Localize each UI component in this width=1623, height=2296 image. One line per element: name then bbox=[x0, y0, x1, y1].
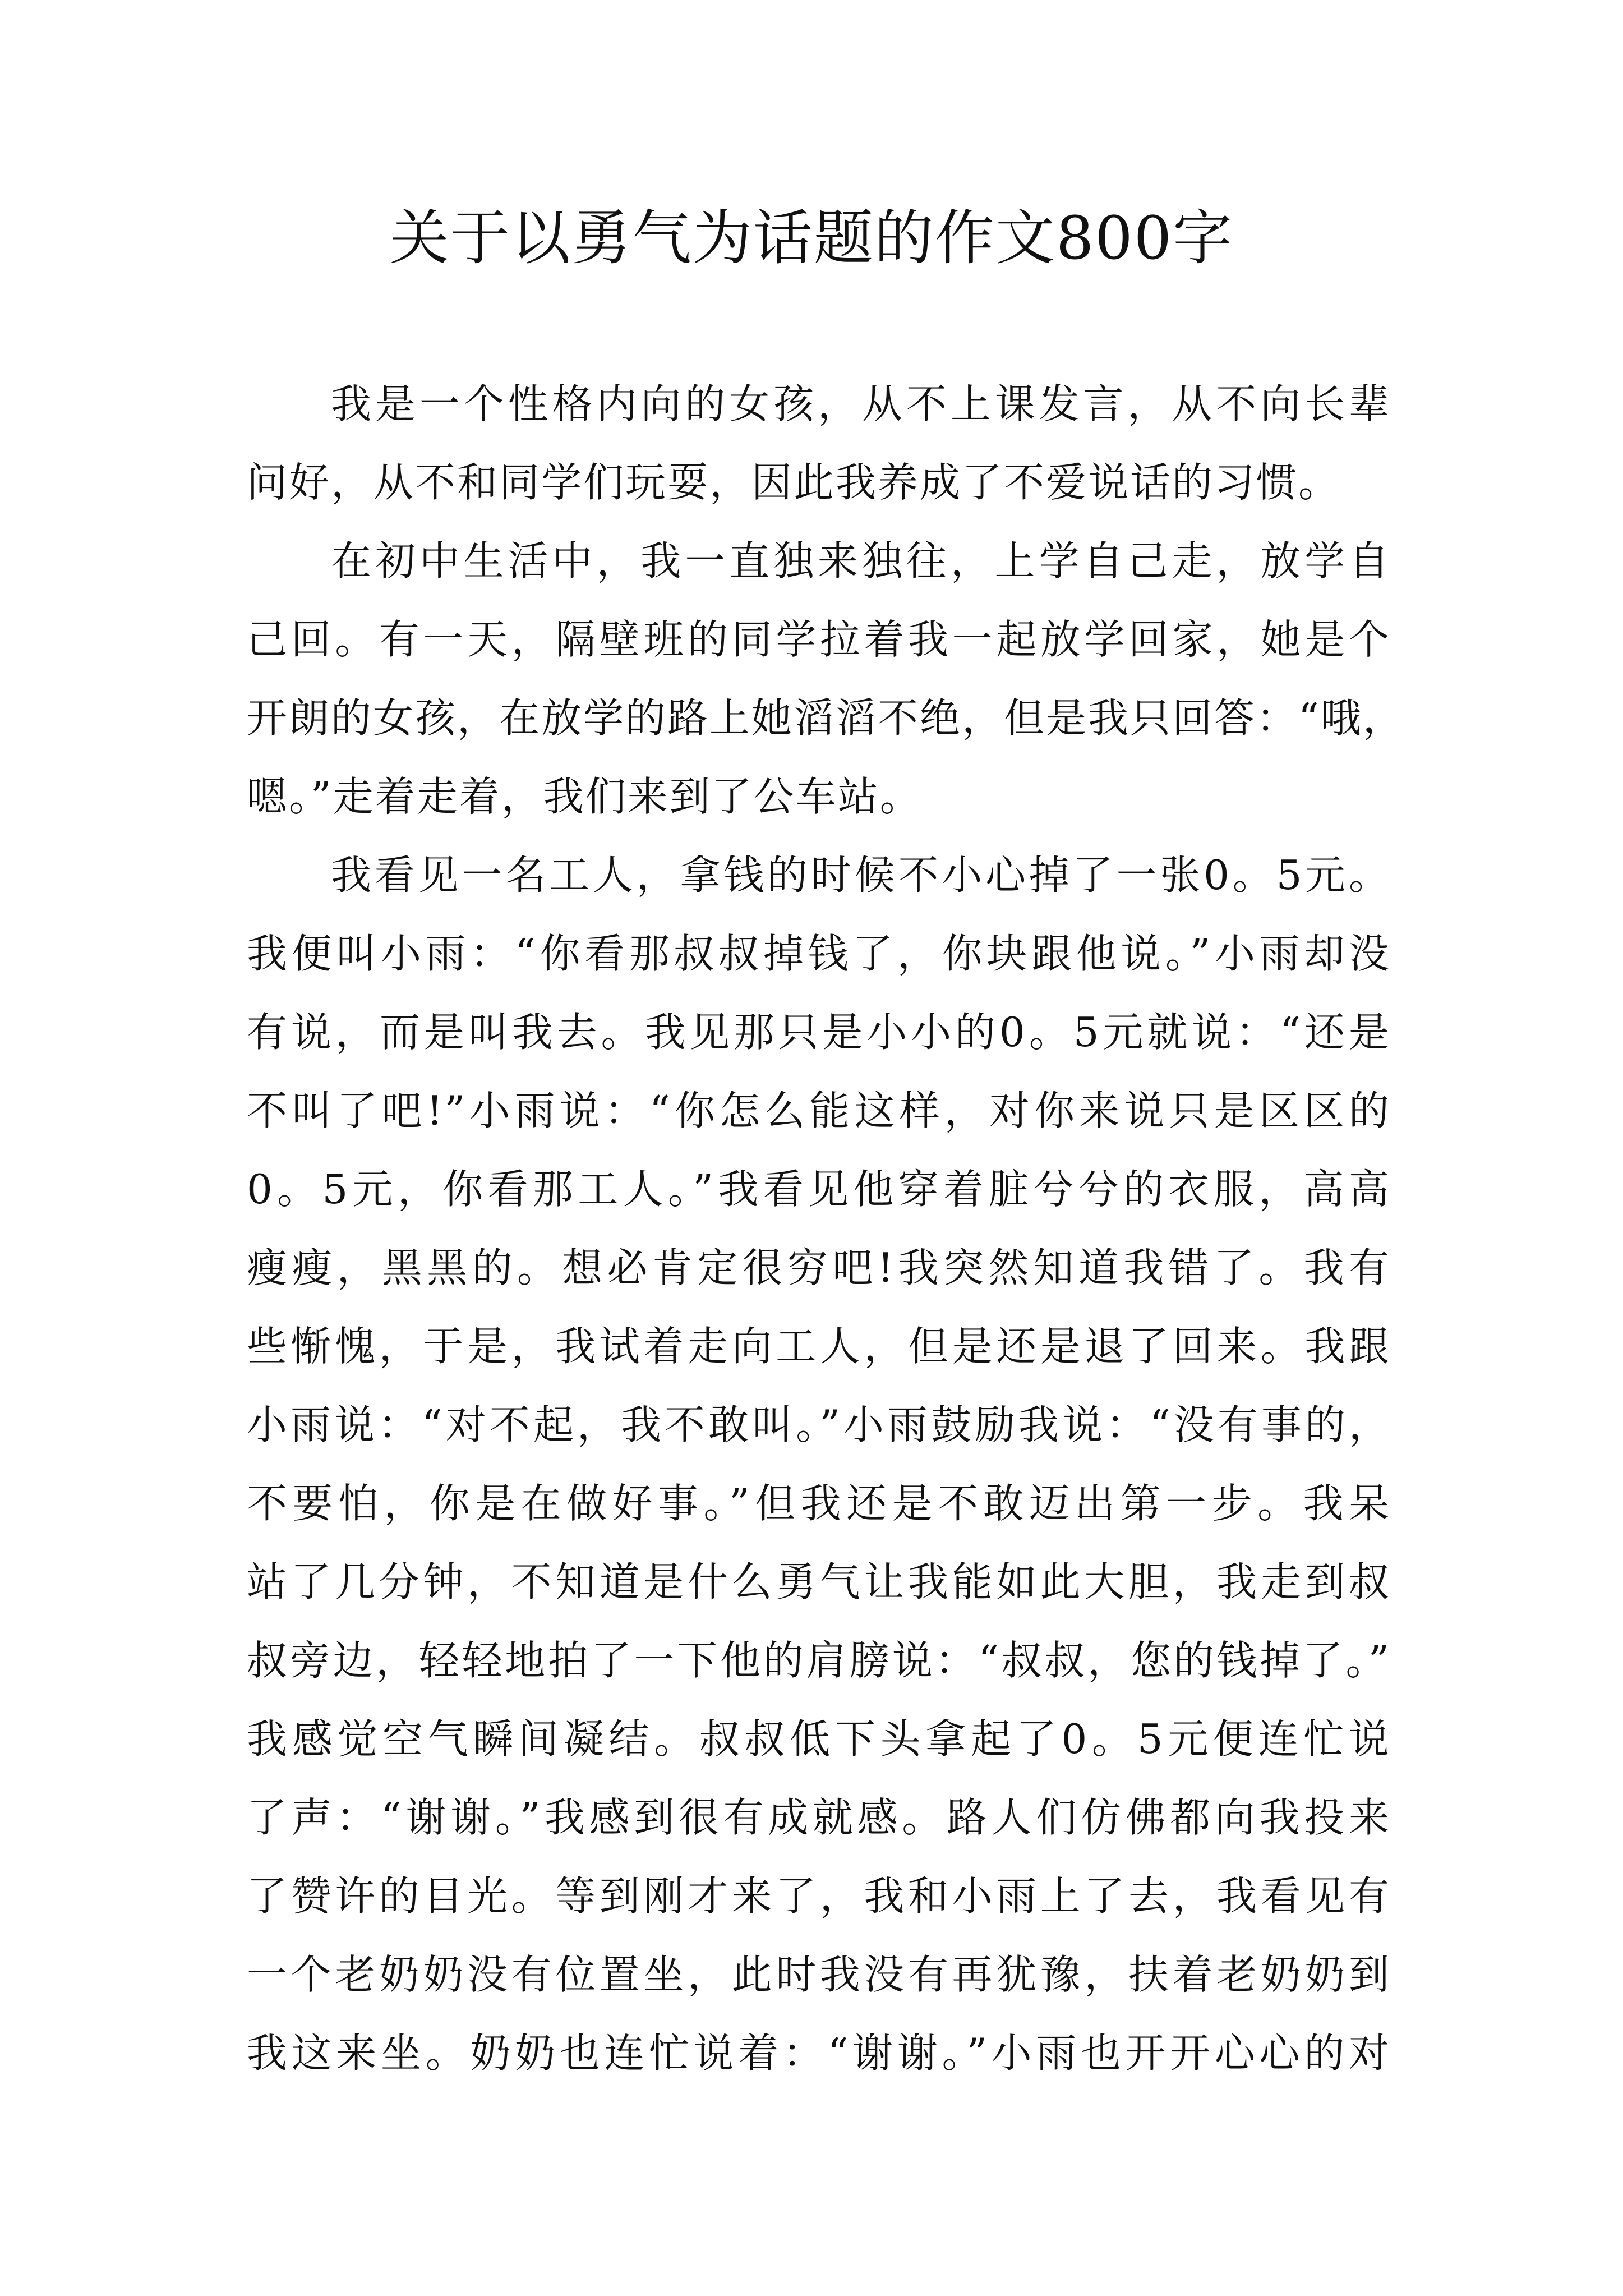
text-line: 开朗的女孩，在放学的路上她滔滔不绝，但是我只回答：“哦， bbox=[247, 694, 1405, 742]
text-line: 小雨说：“对不起，我不敢叫。”小雨鼓励我说：“没有事的， bbox=[247, 1401, 1391, 1448]
text-line: 有说，而是叫我去。我见那只是小小的0。5元就说：“还是 bbox=[247, 1009, 1391, 1056]
text-line: 我看见一名工人，拿钱的时候不小心掉了一张0。5元。 bbox=[331, 852, 1391, 899]
text-line: 了赞许的目光。等到刚才来了，我和小雨上了去，我看见有 bbox=[247, 1872, 1391, 1920]
text-line: 我是一个性格内向的女孩，从不上课发言，从不向长辈 bbox=[331, 380, 1391, 427]
text-line: 我便叫小雨：“你看那叔叔掉钱了，你块跟他说。”小雨却没 bbox=[247, 930, 1391, 977]
text-line: 嗯。”走着走着，我们来到了公车站。 bbox=[247, 773, 922, 820]
text-line: 0。5元，你看那工人。”我看见他穿着脏兮兮的衣服，高高 bbox=[247, 1166, 1391, 1213]
document-title: 关于以勇气为话题的作文800字 bbox=[389, 204, 1234, 273]
text-line: 不要怕，你是在做好事。”但我还是不敢迈出第一步。我呆 bbox=[247, 1480, 1391, 1527]
text-line: 些惭愧，于是，我试着走向工人，但是还是退了回来。我跟 bbox=[247, 1323, 1391, 1370]
text-line: 瘦瘦，黑黑的。想必肯定很穷吧!我突然知道我错了。我有 bbox=[247, 1244, 1391, 1291]
text-line: 我感觉空气瞬间凝结。叔叔低下头拿起了0。5元便连忙说 bbox=[247, 1715, 1391, 1763]
text-line: 己回。有一天，隔壁班的同学拉着我一起放学回家，她是个 bbox=[247, 616, 1391, 663]
text-line: 不叫了吧!”小雨说：“你怎么能这样，对你来说只是区区的 bbox=[247, 1087, 1391, 1134]
text-line: 站了几分钟，不知道是什么勇气让我能如此大胆，我走到叔 bbox=[247, 1558, 1391, 1605]
text-line: 了声：“谢谢。”我感到很有成就感。路人们仿佛都向我投来 bbox=[247, 1794, 1391, 1841]
document-body bbox=[247, 365, 1405, 2092]
text-line: 叔旁边，轻轻地拍了一下他的肩膀说：“叔叔，您的钱掉了。” bbox=[247, 1637, 1391, 1684]
text-line: 问好，从不和同学们玩耍，因此我养成了不爱说话的习惯。 bbox=[247, 459, 1341, 506]
text-line: 一个老奶奶没有位置坐，此时我没有再犹豫，扶着老奶奶到 bbox=[247, 1951, 1391, 1998]
text-line: 在初中生活中，我一直独来独往，上学自己走，放学自 bbox=[331, 537, 1391, 585]
text-line: 我这来坐。奶奶也连忙说着：“谢谢。”小雨也开开心心的对 bbox=[247, 2030, 1391, 2077]
